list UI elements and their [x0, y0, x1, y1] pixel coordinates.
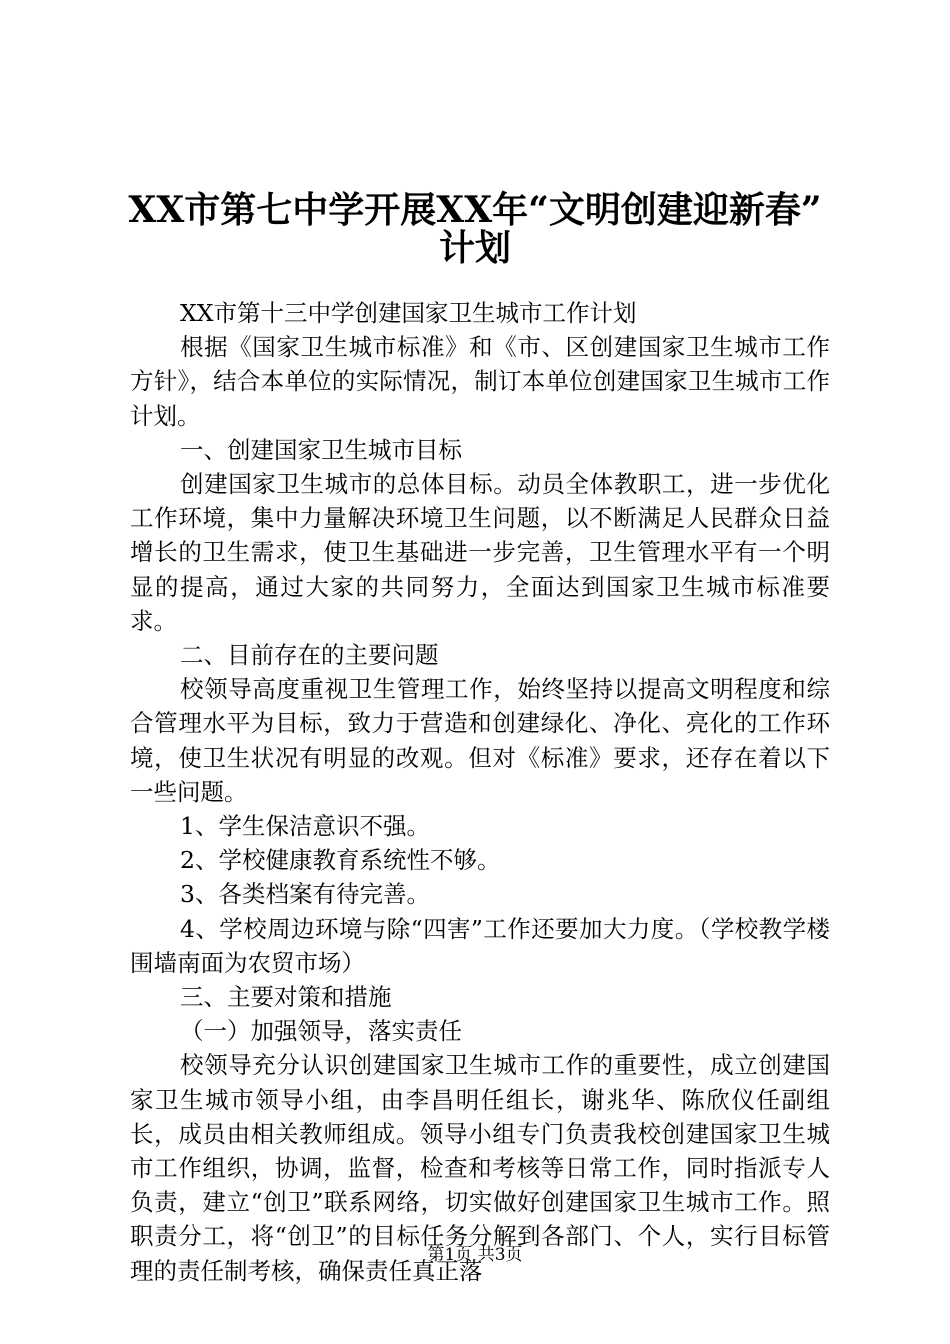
document-title-line-1: XX市第七中学开展XX年“文明创建迎新春”	[128, 189, 822, 231]
document-body	[130, 296, 830, 1288]
paragraph-leadership: 校领导充分认识创建国家卫生城市工作的重要性，成立创建国家卫生城市领导小组，由李昌明任组长，谢兆华、陈欣仪任副组长，成员由相关教师组成。领导小组专门负责我校创建国家卫生城市工作组织，协调，监督，检查和考核等日常工作，同时指派专人负责，建立“创卫”联系网络，切实做好创建国家卫生城市工作。照职责分工，将“创卫”的目标任务分解到各部门、个人，实行目标管理的责任制考核，确保责任真正落	[130, 1051, 830, 1285]
page-footer: 第1页 共3页	[427, 1245, 523, 1265]
paragraph-problems: 校领导高度重视卫生管理工作，始终坚持以提高文明程度和综合管理水平为目标，致力于营造和创建绿化、净化、亮化的工作环境，使卫生状况有明显的改观。但对《标准》要求，还存在着以下一些问题。	[130, 675, 830, 806]
paragraph-subtitle: XX市第十三中学创建国家卫生城市工作计划	[180, 299, 637, 327]
list-item-problem-4: 4、学校周边环境与除“四害”工作还要加大力度。（学校教学楼围墙南面为农贸市场）	[130, 914, 830, 977]
paragraph-intro: 根据《国家卫生城市标准》和《市、区创建国家卫生城市工作方针》，结合本单位的实际情况，制订本单位创建国家卫生城市工作计划。	[130, 333, 830, 430]
section-heading-problems: 二、目前存在的主要问题	[180, 641, 439, 670]
section-heading-measures: 三、主要对策和措施	[180, 983, 392, 1012]
list-item-problem-3: 3、各类档案有待完善。	[180, 880, 430, 909]
subsection-heading-leadership: （一）加强领导，落实责任	[180, 1017, 462, 1046]
list-item-problem-2: 2、学校健康教育系统性不够。	[180, 846, 501, 875]
section-heading-goal: 一、创建国家卫生城市目标	[180, 435, 462, 464]
list-item-problem-1: 1、学生保洁意识不强。	[180, 812, 430, 841]
paragraph-goal: 创建国家卫生城市的总体目标。动员全体教职工，进一步优化工作环境，集中力量解决环境卫生问题，以不断满足人民群众日益增长的卫生需求，使卫生基础进一步完善，卫生管理水平有一个明显的提高，通过大家的共同努力，全面达到国家卫生城市标准要求。	[130, 470, 830, 635]
document-title-line-2: 计划	[438, 227, 511, 269]
